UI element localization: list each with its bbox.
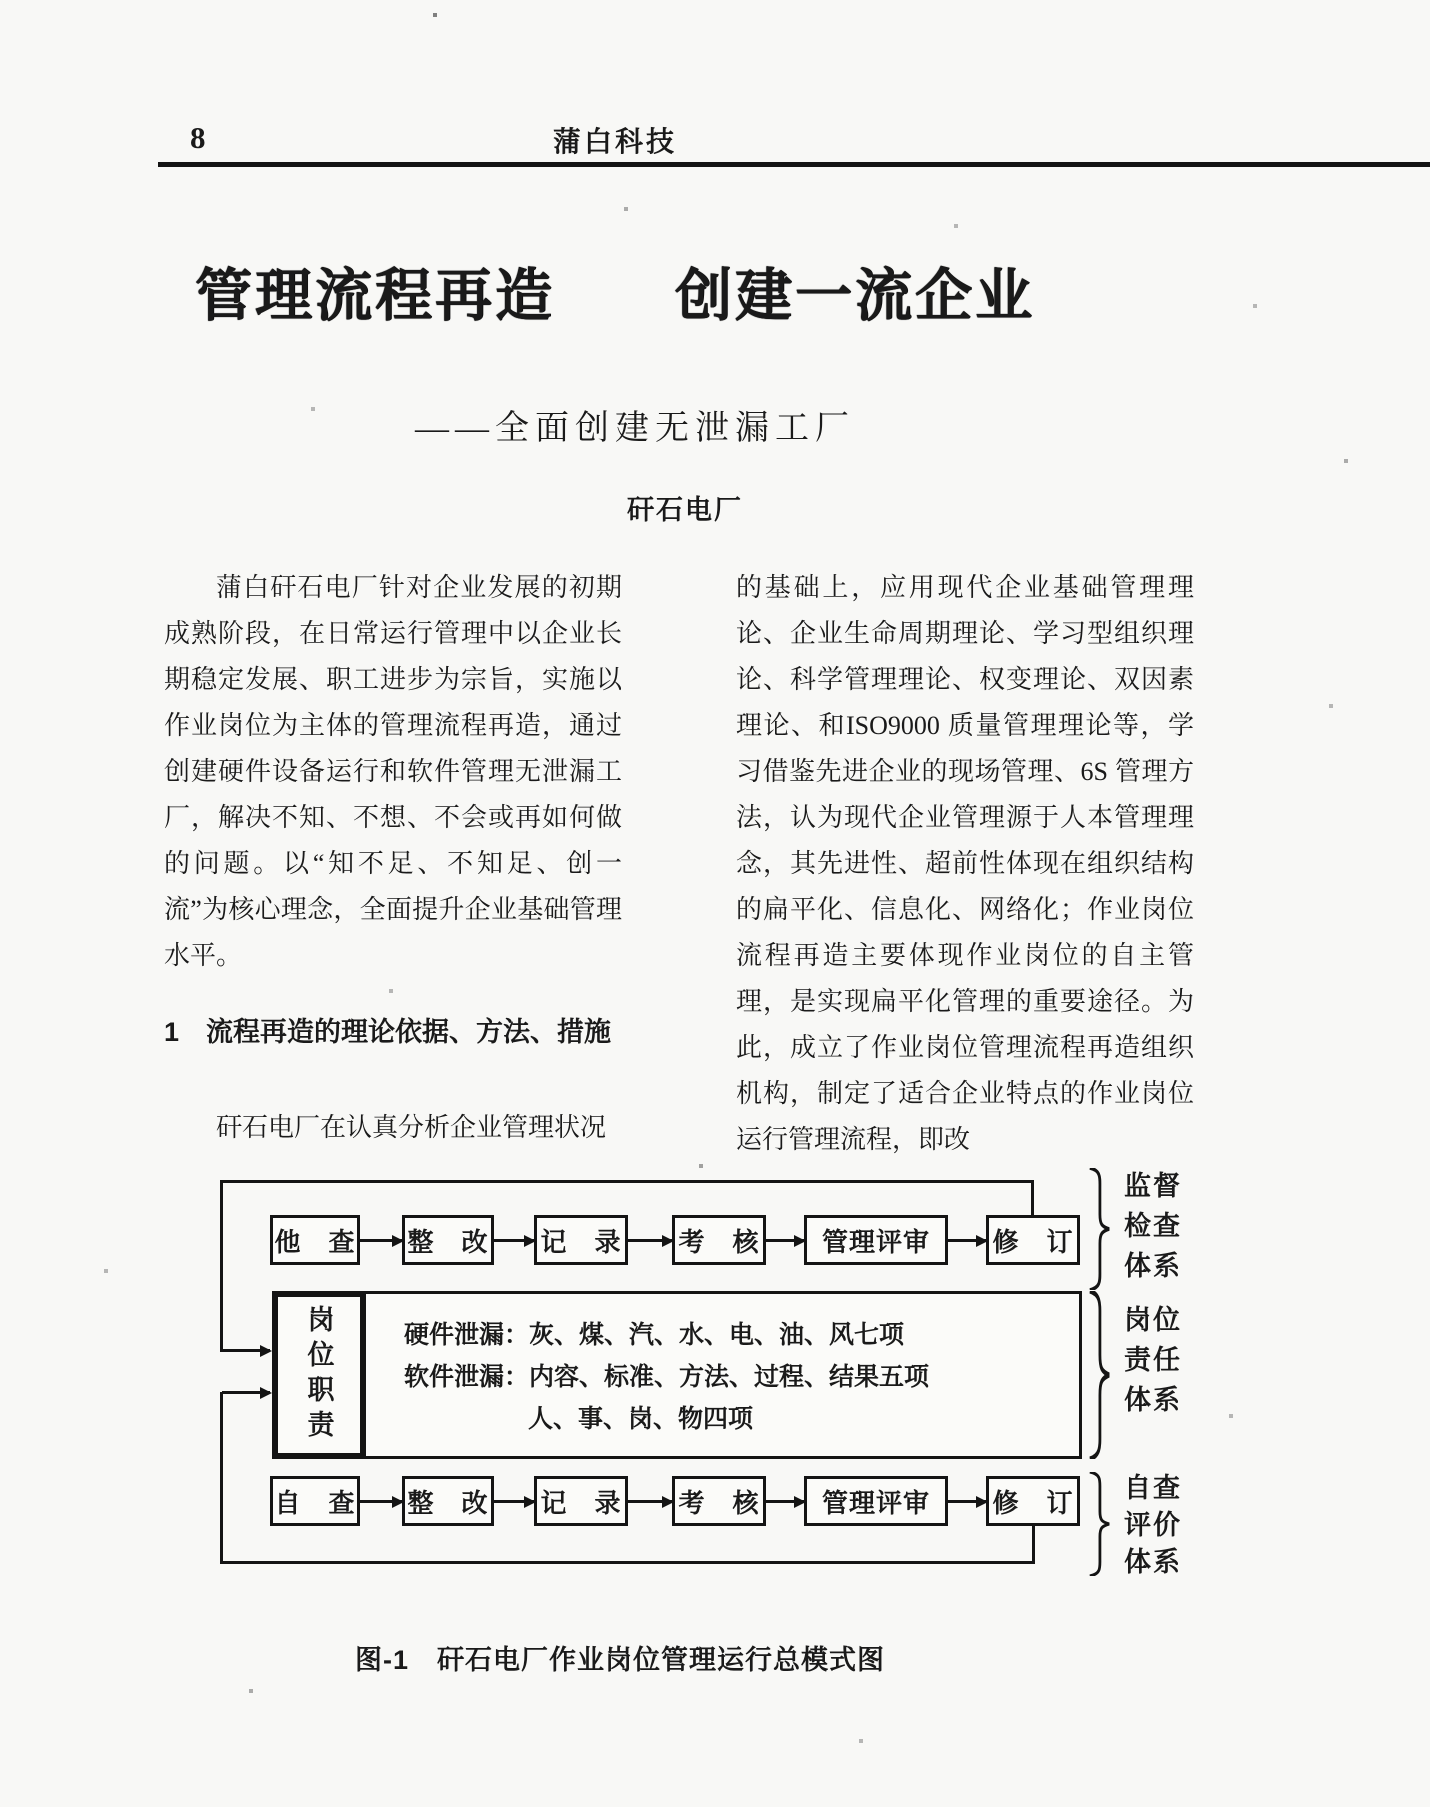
header-rule: [158, 162, 1430, 167]
four-items-line: 人、事、岗、物四项: [528, 1405, 754, 1433]
figure-caption: 图-1 矸石电厂作业岗位管理运行总模式图: [354, 1645, 885, 1675]
left-paragraph-1: 蒲白矸石电厂针对企业发展的初期成熟阶段，在日常运行管理中以企业长期稳定发展、职工进步为宗旨，实施以作业岗位为主体的管理流程再造，通过创建硬件设备运行和软件管理无泄漏工厂，解决不知、不想、不会或再如何做的问题。以“知不足、不知足、创一流”为核心理念，全面提升企业基础管理水平。: [164, 573, 622, 970]
bottom-feedback-horizontal-line: [220, 1561, 1035, 1564]
article-author: 矸石电厂: [627, 495, 743, 525]
duty-box: 岗位职责: [272, 1291, 366, 1459]
brace-supervision: [1087, 1168, 1111, 1290]
flow-arrow: [766, 1500, 804, 1503]
top-feedback-right-vertical-line: [1031, 1180, 1034, 1218]
page-number: 8: [190, 120, 206, 155]
label-responsibility-system: 岗位 责任 体系: [1124, 1305, 1182, 1415]
bottom-feedback-left-vertical-line: [220, 1392, 223, 1564]
flow-box-xiuding-top: 修 订: [986, 1215, 1080, 1265]
flow-box-zhenggai-top: 整 改: [402, 1215, 494, 1265]
top-feedback-left-vertical-line: [220, 1180, 223, 1352]
left-paragraph-2: 矸石电厂在认真分析企业管理状况: [216, 1113, 607, 1142]
flow-arrow: [360, 1500, 402, 1503]
arrow-into-duty-box-top: [222, 1349, 270, 1352]
flow-box-kaohe-top: 考 核: [672, 1215, 766, 1265]
flow-box-pingshen-bottom: 管理评审: [804, 1476, 948, 1526]
flow-box-tacha: 他 查: [270, 1215, 360, 1265]
journal-title: 蒲白科技: [552, 126, 677, 157]
left-column: [164, 565, 622, 1151]
flow-box-pingshen-top: 管理评审: [804, 1215, 948, 1265]
article-title: 管理流程再造 创建一流企业: [195, 264, 1035, 328]
brace-self-check: [1087, 1472, 1111, 1576]
flow-box-jilu-bottom: 记 录: [534, 1476, 628, 1526]
hardware-leak-line: 硬件泄漏：灰、煤、汽、水、电、油、风七项: [404, 1321, 905, 1349]
flow-arrow: [948, 1239, 986, 1242]
article-subtitle: ——全面创建无泄漏工厂: [415, 410, 855, 447]
flow-box-kaohe-bottom: 考 核: [672, 1476, 766, 1526]
flow-box-jilu-top: 记 录: [534, 1215, 628, 1265]
section-heading-1: 1 流程再造的理论依据、方法、措施: [164, 1017, 612, 1047]
bottom-feedback-right-vertical-line: [1032, 1523, 1035, 1564]
label-supervision-system: 监督 检查 体系: [1124, 1171, 1182, 1281]
right-column: [736, 565, 1194, 1163]
scan-noise: [0, 0, 2, 2]
flow-arrow: [766, 1239, 804, 1242]
flow-arrow: [948, 1500, 986, 1503]
brace-responsibility: [1087, 1291, 1111, 1459]
flow-box-xiuding-bottom: 修 订: [986, 1476, 1080, 1526]
software-leak-line: 软件泄漏：内容、标准、方法、过程、结果五项: [404, 1363, 930, 1391]
top-feedback-horizontal-line: [220, 1180, 1034, 1183]
flow-arrow: [494, 1500, 534, 1503]
flow-arrow: [628, 1500, 672, 1503]
flow-arrow: [360, 1239, 402, 1242]
arrow-into-duty-box-bottom: [222, 1391, 270, 1394]
right-paragraph-1: 的基础上，应用现代企业基础管理理论、企业生命周期理论、学习型组织理论、科学管理理论、权变理论、双因素理论、和ISO9000 质量管理理论等，学习借鉴先进企业的现场管理、6S 管理方法，认为现代企业管理源于人本管理理念，其先进性、超前性体现在组织结构的扁平化、信息化、网络化；作业岗位流程再造主要体现作业岗位的自主管理，是实现扁平化管理的重要途径。为此，成立了作业岗位管理流程再造组织机构，制定了适合企业特点的作业岗位运行管理流程，即改: [736, 573, 1194, 1154]
flow-arrow: [494, 1239, 534, 1242]
flow-box-zicha: 自 查: [270, 1476, 360, 1526]
flow-box-zhenggai-bottom: 整 改: [402, 1476, 494, 1526]
label-self-check-system: 自查 评价 体系: [1124, 1473, 1182, 1577]
flow-arrow: [628, 1239, 672, 1242]
